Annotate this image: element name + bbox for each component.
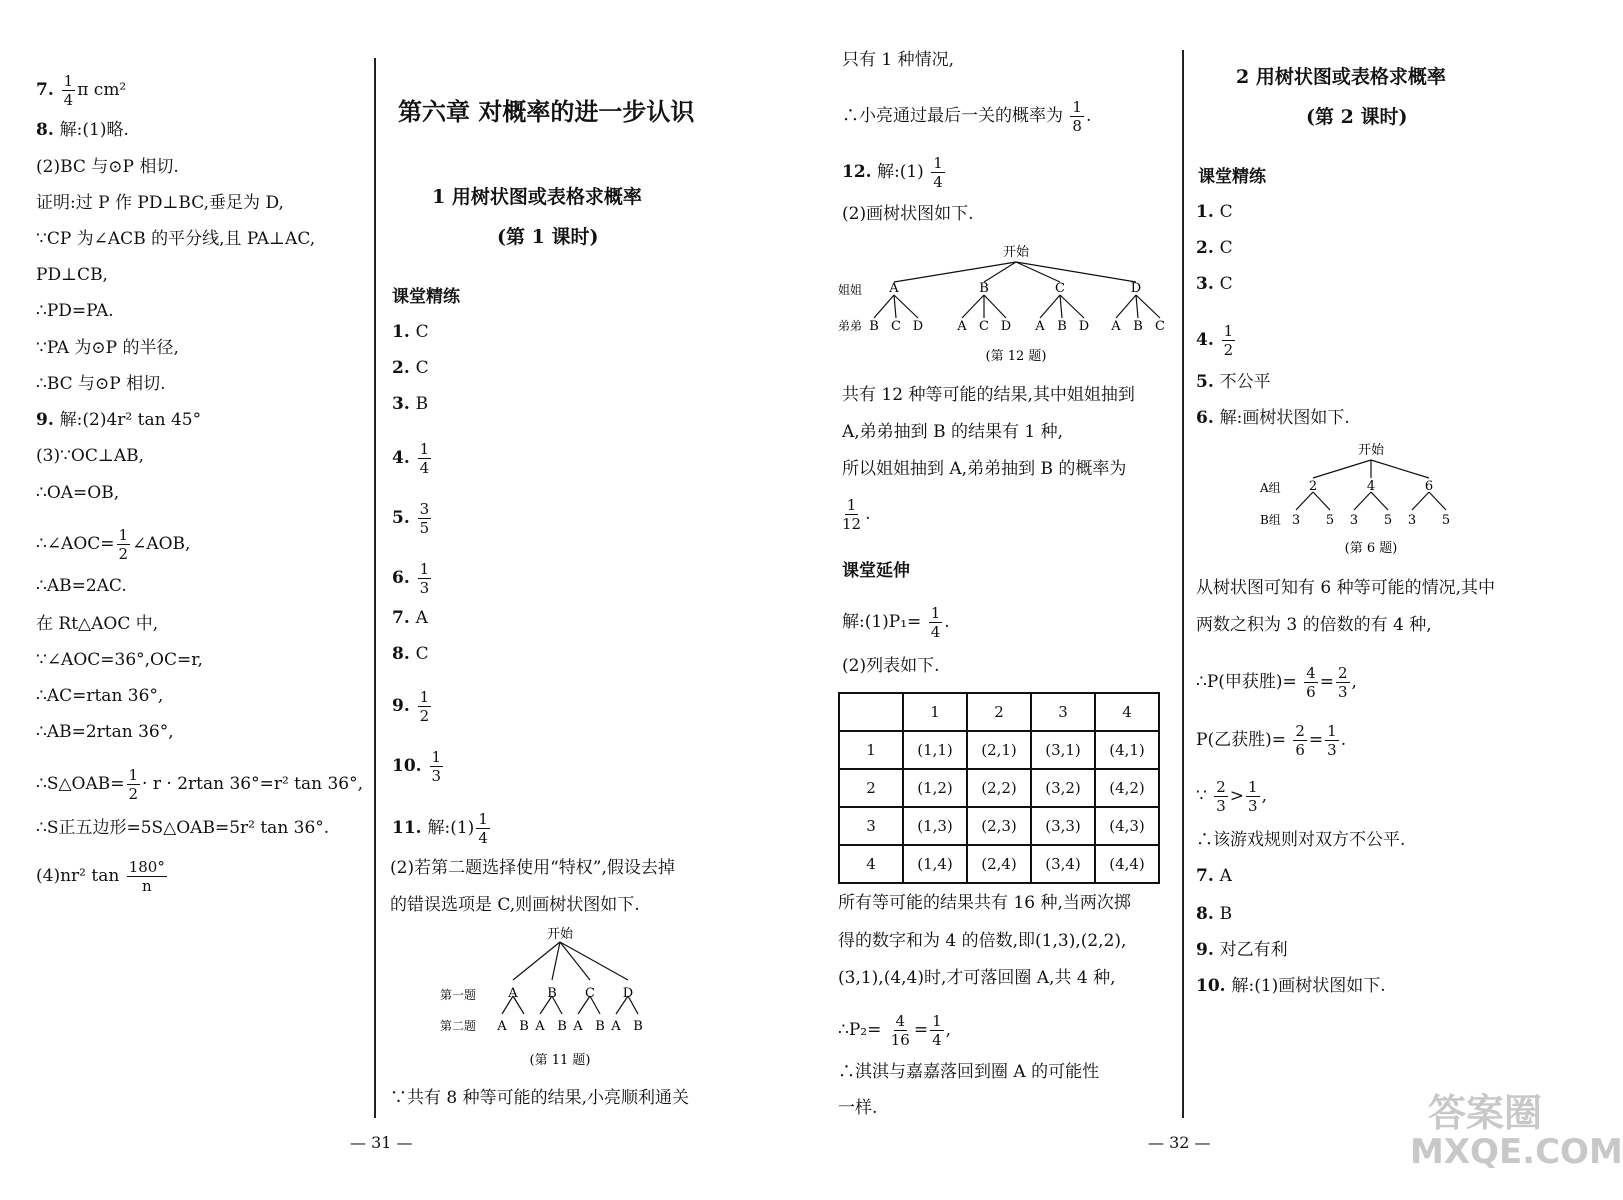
- svg-text:B: B: [1133, 319, 1143, 334]
- answer-item: 6. 解:画树状图如下.: [1196, 408, 1350, 428]
- fraction: $\frac{1}{3}$: [431, 748, 442, 785]
- item-number: 9.: [392, 696, 416, 716]
- table-header-row: [839, 693, 1159, 731]
- fraction: $\frac{180^\circ}{n}$: [128, 858, 165, 895]
- svg-text:A: A: [535, 1019, 545, 1034]
- answer-item: 3. B: [392, 394, 429, 414]
- svg-text:3: 3: [1349, 513, 1359, 528]
- answer-line: ∴PD=PA.: [36, 301, 114, 321]
- text-line: ∴淇淇与嘉嘉落回到圈 A 的可能性: [838, 1062, 1100, 1082]
- q12-answer: 12. 解:(1) $\frac{1}{4}$: [842, 154, 943, 191]
- fraction: $\frac{4}{16}$: [890, 1012, 910, 1049]
- text-line: ∵ $\frac{2}{3}$ > $\frac{1}{3}$ ,: [1196, 778, 1267, 815]
- item-number: 2.: [1196, 238, 1220, 258]
- answer-item: 3. C: [1196, 274, 1233, 294]
- answer-line: ∵∠AOC=36°,OC=r,: [36, 650, 203, 670]
- fraction: $\frac{1}{4}$: [932, 1012, 942, 1049]
- answer-item: 2. C: [392, 358, 429, 378]
- table-cell: (4,2): [1095, 769, 1159, 807]
- item-number: 4.: [1196, 330, 1220, 350]
- svg-text:B: B: [979, 281, 989, 296]
- svg-text:(第 6 题): (第 6 题): [1344, 541, 1398, 556]
- tree-root: 开始: [546, 927, 574, 942]
- fraction: $\frac{1}{4}$: [478, 810, 488, 847]
- svg-text:D: D: [622, 986, 634, 1001]
- svg-text:D: D: [912, 319, 924, 334]
- text-line: 所以姐姐抽到 A,弟弟抽到 B 的概率为: [842, 459, 1127, 479]
- table-cell: 2: [839, 769, 903, 807]
- svg-text:C: C: [1155, 319, 1165, 334]
- text-line: (3,1),(4,4)时,才可落回圈 A,共 4 种,: [838, 968, 1116, 988]
- page-number-left: — 31 —: [350, 1133, 413, 1152]
- fraction: $\frac{2}{6}$: [1295, 722, 1305, 759]
- svg-text:A: A: [1035, 319, 1045, 334]
- svg-text:5: 5: [1441, 513, 1451, 528]
- answer-line: 证明:过 P 作 PD⊥BC,垂足为 D,: [36, 193, 284, 213]
- table-cell: (1,4): [903, 845, 967, 883]
- svg-text:A: A: [957, 319, 967, 334]
- answer-item: 8. C: [392, 644, 429, 664]
- answer-line: ∵PA 为⊙P 的半径,: [36, 338, 179, 358]
- table-row: [839, 807, 1159, 845]
- outcome-table: [838, 692, 1160, 884]
- svg-text:C: C: [585, 986, 595, 1001]
- fraction: $\frac{1}{4}$: [63, 72, 74, 109]
- svg-text:开始: 开始: [1357, 443, 1385, 458]
- svg-text:第二题: 第二题: [440, 1019, 477, 1033]
- answer-item: 9. 对乙有利: [1196, 940, 1288, 960]
- table-cell: (2,3): [967, 807, 1031, 845]
- fraction: $\frac{1}{4}$: [930, 604, 941, 641]
- svg-text:A: A: [611, 1019, 621, 1034]
- answer-line: ∴OA=OB,: [36, 483, 120, 503]
- answer-item: 7. A: [392, 608, 428, 628]
- answer-line: ∴S△OAB= $\frac{1}{2}$ · r · 2rtan 36°=r² tan 36°,: [36, 766, 364, 803]
- item-number: 1.: [392, 322, 416, 342]
- table-cell: 1: [903, 693, 967, 731]
- item-number: 10.: [392, 756, 428, 776]
- table-cell: 4: [1095, 693, 1159, 731]
- svg-text:6: 6: [1424, 479, 1434, 494]
- table-cell: (3,1): [1031, 731, 1095, 769]
- answer-line: 在 Rt△AOC 中,: [36, 614, 159, 634]
- table-cell: (2,2): [967, 769, 1031, 807]
- fraction: $\frac{1}{2}$: [419, 688, 430, 725]
- answer-item: 5. 不公平: [1196, 372, 1271, 392]
- item-number: 8.: [36, 120, 60, 140]
- item-number: 5.: [392, 508, 416, 528]
- fraction: $\frac{1}{3}$: [1248, 778, 1258, 815]
- svg-text:姐姐: 姐姐: [838, 283, 863, 297]
- text-line: ∴小亮通过最后一关的概率为 $\frac{1}{8}$ .: [842, 98, 1092, 135]
- item-number: 3.: [1196, 274, 1220, 294]
- svg-text:B: B: [519, 1019, 529, 1034]
- table-cell: (4,3): [1095, 807, 1159, 845]
- svg-text:3: 3: [1291, 513, 1301, 528]
- svg-text:B组: B组: [1260, 513, 1281, 527]
- svg-text:A: A: [889, 281, 899, 296]
- svg-text:5: 5: [1325, 513, 1335, 528]
- watermark-logo-text: 答案圈: [1428, 1091, 1543, 1135]
- text-line: P(乙获胜)= $\frac{2}{6}$ = $\frac{1}{3}$ .: [1196, 722, 1347, 759]
- table-cell: (1,2): [903, 769, 967, 807]
- item-number: 8.: [392, 644, 416, 664]
- answer-line: (3)∵OC⊥AB,: [36, 446, 145, 466]
- answer-item: [392, 440, 433, 477]
- svg-text:第一题: 第一题: [440, 988, 477, 1002]
- lesson-subtitle-2: (第 2 课时): [1306, 106, 1408, 128]
- fraction: $\frac{1}{2}$: [128, 766, 139, 803]
- text-line: ∴P₂= $\frac{4}{16}$ = $\frac{1}{4}$ ,: [838, 1012, 952, 1049]
- text-line: 两数之积为 3 的倍数的有 4 种,: [1196, 615, 1432, 635]
- answer-line: 7. $\frac{1}{4}$ π cm²: [36, 72, 127, 109]
- svg-text:C: C: [979, 319, 989, 334]
- table-cell: 3: [839, 807, 903, 845]
- text-line: 解:(1)P₁= $\frac{1}{4}$ .: [842, 604, 950, 641]
- answer-line: ∴S正五边形=5S△OAB=5r² tan 36°.: [36, 818, 330, 838]
- answer-line: ∴AB=2AC.: [36, 576, 127, 596]
- answer-line: ∵CP 为∠ACB 的平分线,且 PA⊥AC,: [36, 229, 316, 249]
- table-row: [839, 845, 1159, 883]
- fraction: $\frac{1}{4}$: [419, 440, 430, 477]
- svg-text:弟弟: 弟弟: [838, 319, 863, 333]
- svg-text:A: A: [497, 1019, 507, 1034]
- answer-item: [1196, 322, 1237, 359]
- text-line: ∴该游戏规则对双方不公平.: [1196, 830, 1406, 850]
- answer-item: 1. C: [392, 322, 429, 342]
- q11-paragraph-line: 的错误选项是 C,则画树状图如下.: [390, 895, 640, 915]
- table-cell: (2,4): [967, 845, 1031, 883]
- answer-line: (2)BC 与⊙P 相切.: [36, 157, 179, 177]
- text-line: 得的数字和为 4 的倍数,即(1,3),(2,2),: [838, 931, 1127, 951]
- table-cell: 1: [839, 731, 903, 769]
- answer-item: [392, 748, 445, 785]
- text-line: (2)列表如下.: [842, 656, 940, 676]
- item-number: 2.: [392, 358, 416, 378]
- svg-text:D: D: [1000, 319, 1012, 334]
- table-cell: 3: [1031, 693, 1095, 731]
- item-number: 8.: [1196, 904, 1220, 924]
- text-line: 只有 1 种情况,: [842, 50, 955, 70]
- text-line: 一样.: [838, 1098, 878, 1118]
- page-number-right: — 32 —: [1148, 1133, 1211, 1152]
- item-number: 7.: [392, 608, 416, 628]
- table-cell: (3,3): [1031, 807, 1095, 845]
- column-divider-left: [374, 58, 376, 1118]
- svg-text:B: B: [633, 1019, 643, 1034]
- svg-text:4: 4: [1366, 479, 1376, 494]
- item-number: 6.: [392, 568, 416, 588]
- svg-text:C: C: [891, 319, 901, 334]
- svg-text:C: C: [1055, 281, 1065, 296]
- text-line: $\frac{1}{12}$ .: [842, 496, 871, 533]
- answer-item: 8. B: [1196, 904, 1233, 924]
- answer-item: [392, 560, 433, 597]
- item-number: 9.: [36, 410, 60, 430]
- svg-text:开始: 开始: [1002, 245, 1030, 260]
- svg-text:A: A: [573, 1019, 583, 1034]
- svg-text:B: B: [547, 986, 557, 1001]
- extension-heading: 课堂延伸: [842, 561, 910, 581]
- svg-text:A组: A组: [1260, 481, 1281, 495]
- item-number: 4.: [392, 448, 416, 468]
- item-number: 9.: [1196, 940, 1220, 960]
- text-line: ∴P(甲获胜)= $\frac{4}{6}$ = $\frac{2}{3}$ ,: [1196, 664, 1357, 701]
- table-cell: [839, 693, 903, 731]
- svg-text:(第 12 题): (第 12 题): [985, 349, 1047, 364]
- answer-line: 9. 解:(2)4r² tan 45°: [36, 410, 202, 430]
- item-number: 7.: [1196, 866, 1220, 886]
- table-cell: (1,1): [903, 731, 967, 769]
- answer-item: 7. A: [1196, 866, 1232, 886]
- svg-text:D: D: [1078, 319, 1090, 334]
- table-cell: (4,4): [1095, 845, 1159, 883]
- table-cell: (1,3): [903, 807, 967, 845]
- svg-text:B: B: [869, 319, 879, 334]
- fraction: $\frac{1}{2}$: [118, 526, 129, 563]
- tree-diagram-q11: [440, 922, 680, 1072]
- fraction: $\frac{1}{3}$: [419, 560, 430, 597]
- fraction: $\frac{1}{12}$: [842, 496, 862, 533]
- table-cell: 2: [967, 693, 1031, 731]
- section-title-2: 2 用树状图或表格求概率: [1236, 66, 1446, 88]
- table-cell: (3,4): [1031, 845, 1095, 883]
- lesson-subtitle: (第 1 课时): [497, 226, 599, 248]
- table-cell: (3,2): [1031, 769, 1095, 807]
- answer-item: 10. 解:(1)画树状图如下.: [1196, 976, 1386, 996]
- answer-item: 2. C: [1196, 238, 1233, 258]
- table-row: [839, 731, 1159, 769]
- item-number: 7.: [36, 80, 60, 100]
- item-number: 5.: [1196, 372, 1220, 392]
- svg-text:A: A: [508, 986, 518, 1001]
- section-title: 1 用树状图或表格求概率: [432, 186, 642, 208]
- fraction: $\frac{1}{2}$: [1223, 322, 1234, 359]
- svg-text:5: 5: [1383, 513, 1393, 528]
- svg-text:B: B: [595, 1019, 605, 1034]
- text-line: (2)画树状图如下.: [842, 204, 974, 224]
- answer-line: (4)nr² tan $\frac{180^\circ}{n}$: [36, 858, 165, 895]
- text-line: 从树状图可知有 6 种等可能的情况,其中: [1196, 578, 1496, 598]
- figure-caption: (第 11 题): [529, 1053, 591, 1068]
- answer-line: ∴BC 与⊙P 相切.: [36, 374, 166, 394]
- fraction: $\frac{3}{5}$: [419, 500, 430, 537]
- text-line: 所有等可能的结果共有 16 种,当两次掷: [838, 893, 1131, 913]
- practice-heading: 课堂精练: [392, 287, 460, 307]
- svg-text:A: A: [1111, 319, 1121, 334]
- fraction: $\frac{2}{3}$: [1337, 664, 1348, 701]
- q11-paragraph-line: (2)若第二题选择使用“特权”,假设去掉: [390, 858, 675, 878]
- answer-line: ∴∠AOC= $\frac{1}{2}$ ∠AOB,: [36, 526, 191, 563]
- text-line: 共有 12 种等可能的结果,其中姐姐抽到: [842, 385, 1135, 405]
- answer-line: 8. 解:(1)略.: [36, 120, 129, 140]
- answer-item: 11. 解:(1) $\frac{1}{4}$: [392, 810, 488, 847]
- item-number: 3.: [392, 394, 416, 414]
- svg-text:2: 2: [1308, 479, 1318, 494]
- svg-text:B: B: [1057, 319, 1067, 334]
- svg-text:3: 3: [1407, 513, 1417, 528]
- answer-line: ∴AB=2rtan 36°,: [36, 722, 174, 742]
- chapter-title: 第六章 对概率的进一步认识: [398, 97, 695, 126]
- item-number: 1.: [1196, 202, 1220, 222]
- table-row: [839, 769, 1159, 807]
- answer-line: PD⊥CB,: [36, 265, 108, 285]
- answer-line: ∴AC=rtan 36°,: [36, 686, 164, 706]
- table-cell: (2,1): [967, 731, 1031, 769]
- item-number: 6.: [1196, 408, 1220, 428]
- answer-item: 1. C: [1196, 202, 1233, 222]
- svg-text:B: B: [557, 1019, 567, 1034]
- item-number: 11.: [392, 818, 428, 838]
- practice-heading-2: 课堂精练: [1198, 167, 1266, 187]
- fraction: $\frac{2}{3}$: [1216, 778, 1226, 815]
- table-cell: 4: [839, 845, 903, 883]
- answer-item: [392, 688, 433, 725]
- item-number: 10.: [1196, 976, 1232, 996]
- fraction: $\frac{1}{3}$: [1327, 722, 1337, 759]
- column-divider-right: [1182, 50, 1184, 1118]
- fraction: $\frac{1}{8}$: [1072, 98, 1082, 135]
- svg-text:D: D: [1130, 281, 1142, 296]
- q11-last-line: ∵共有 8 种等可能的结果,小亮顺利通关: [390, 1088, 690, 1108]
- watermark-url: MXQE.COM: [1410, 1132, 1623, 1172]
- tree-diagram-q12: [834, 240, 1174, 370]
- answer-item: [392, 500, 433, 537]
- text-line: A,弟弟抽到 B 的结果有 1 种,: [842, 422, 1064, 442]
- fraction: $\frac{1}{4}$: [933, 154, 943, 191]
- tree-diagram-q6: [1256, 440, 1466, 564]
- fraction: $\frac{4}{6}$: [1306, 664, 1316, 701]
- table-cell: (4,1): [1095, 731, 1159, 769]
